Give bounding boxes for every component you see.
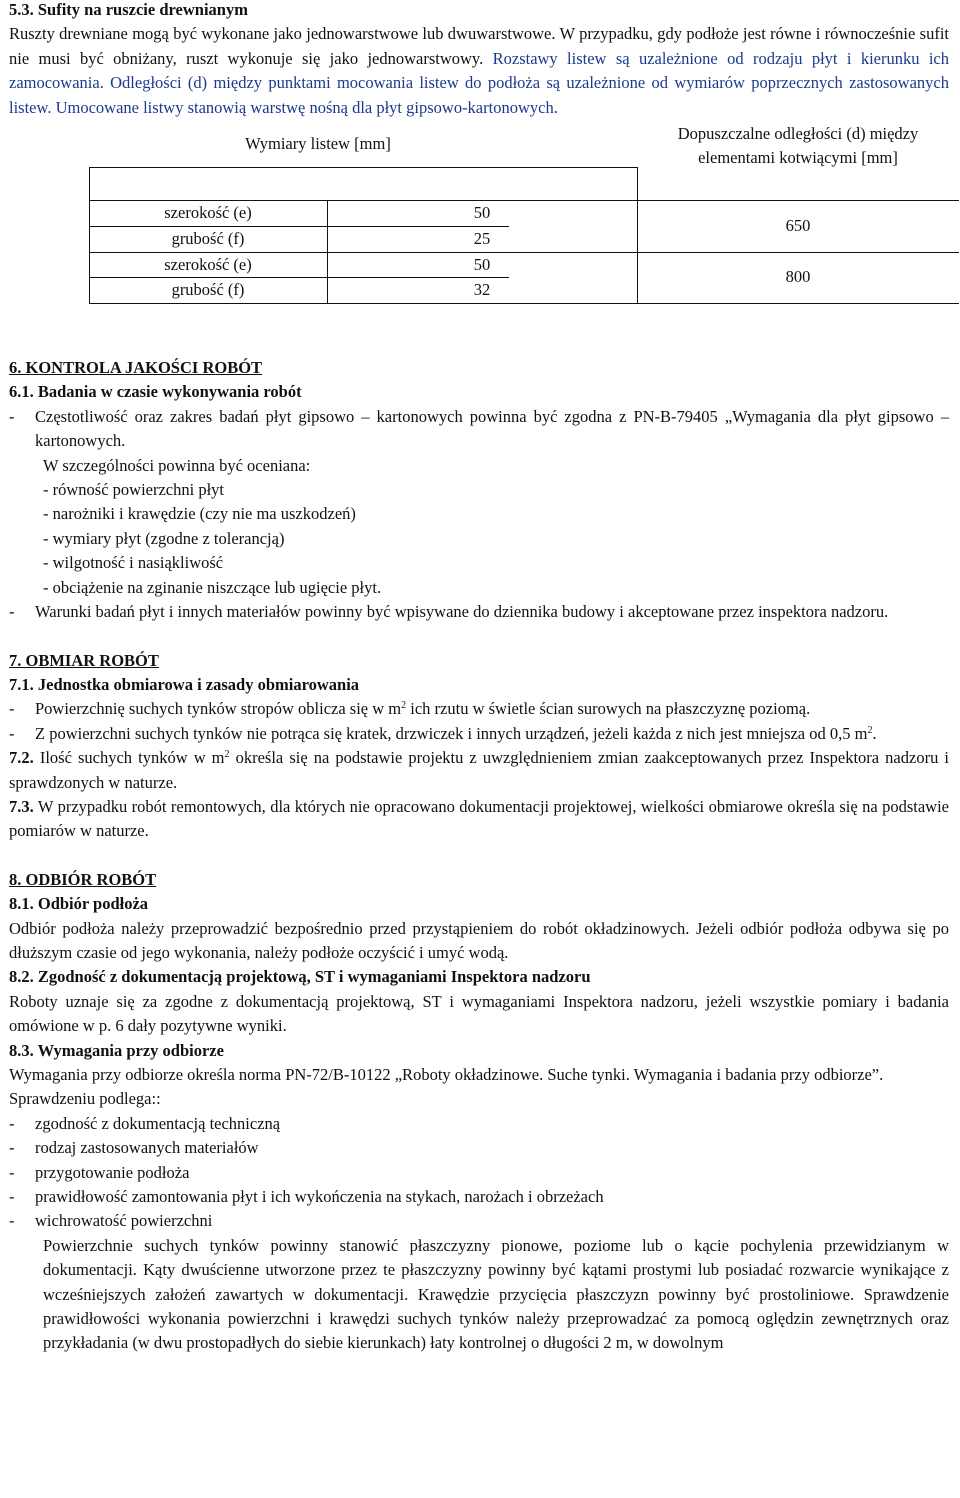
list-item: - wilgotność i nasiąkliwość [43,553,224,573]
section-7-2-paragraph [9,746,949,795]
list-item [9,405,949,454]
paragraph-text-blue: Rozstawy listew są uzależnione od rodzaju płyt i kierunku ich zamocowania. Odległości (d) między punktami mocowania listew do podłoża są uzależnione od wymiarów poprzecznych zastosowanych listew. Umocowane listwy stanowią warstwę nośną dla płyt gipsowo-kartonowych. [9,48,949,117]
superscript: 2 [867,724,873,736]
dash-marker: - [9,1187,15,1207]
section-5-3-paragraph [9,22,949,120]
list-item-text [35,722,949,746]
row-value: 25 [473,229,491,249]
dash-marker: - [9,406,15,426]
section-6-1-title: 6.1. Badania w czasie wykonywania robót [9,382,302,402]
spacer [9,844,949,868]
text-part: Powierzchnię suchych tynków stropów oblicza się w m [35,699,402,719]
spacer [9,625,949,649]
text-part: ich rzutu w świetle ścian surowych na płaszczyznę poziomą. [406,699,811,719]
section-6-title: 6. KONTROLA JAKOŚCI ROBÓT [9,358,263,378]
superscript: 2 [224,749,230,761]
row-label: szerokość (e) [164,255,252,275]
list-item [9,722,949,746]
superscript: 2 [401,700,407,712]
section-8-1-text: Odbiór podłoża należy przeprowadzić bezpośrednio przed przystąpieniem do robót okładzinowych. Jeżeli odbiór podłoża odbywa się po dłuższym czasie od jego wykonania, należy podłoże oczyścić i umyć wodą. [9,918,949,962]
section-7-2-label: 7.2. [9,748,34,768]
list-item-text: Warunki badań płyt i innych materiałów powinny być wpisywane do dziennika budowy i akceptowane przez inspektora nadzoru. [35,602,889,622]
table-line [89,167,638,168]
inspection-intro: W szczególności powinna być oceniana: [43,455,311,475]
text-part: Ilość suchych tynków w m [33,748,225,768]
section-8-1-title: 8.1. Odbiór podłoża [9,894,149,914]
spacer [9,300,949,356]
dash-marker: - [9,1211,15,1231]
section-5-3-title: 5.3. Sufity na ruszcie drewnianym [9,0,248,19]
checklist-intro: Sprawdzeniu podlega:: [9,1089,161,1109]
section-7-title: 7. OBMIAR ROBÓT [9,650,159,670]
row-value: 32 [473,280,491,300]
section-7-1-title: 7.1. Jednostka obmiarowa i zasady obmiarowania [9,674,360,694]
list-item [9,1185,949,1209]
list-item-text [35,697,949,721]
text-part: . [872,723,877,743]
row-label: szerokość (e) [164,203,252,223]
section-8-2-title: 8.2. Zgodność z dokumentacją projektową, ST i wymaganiami Inspektora nadzoru [9,967,591,987]
list-item-text: prawidłowość zamontowania płyt i ich wykończenia na stykach, narożach i obrzeżach [35,1187,604,1207]
paragraph-text-black: Ruszty drewniane mogą być wykonane jako jednowarstwowe lub dwuwarstwowe. W przypadku, gdy podłoże jest równe i równocześnie sufit nie musi być obniżany, ruszt wykonuje się jako jednowarstwowy. [9,24,949,68]
section-7-3-paragraph [9,795,949,844]
list-item-text: zgodność z dokumentacją techniczną [35,1113,281,1133]
list-item-text: przygotowanie podłoża [35,1162,190,1182]
row-label: grubość (f) [171,280,245,300]
list-item [9,1136,949,1160]
text-part: W przypadku robót remontowych, dla których nie opracowano dokumentacji projektowej, wielkości obmiarowe określa się na podstawie pomiarów w naturze. [9,796,949,841]
row-label: grubość (f) [171,229,245,249]
dash-marker: - [9,1138,15,1158]
list-item: - obciążenie na zginanie niszczące lub ugięcie płyt. [43,577,382,597]
text-part: Z powierzchni suchych tynków nie potrąca się kratek, drzwiczek i innych urządzeń, jeżeli każda z nich jest mniejsza od 0,5 m [35,723,868,743]
text-part: określa się na podstawie projektu z uwzględnieniem zmian zaakceptowanych przez Inspektora nadzoru i sprawdzonych w naturze. [9,748,949,792]
list-item [9,1209,949,1233]
list-item [9,600,949,624]
table-header-distances [637,122,959,170]
list-item: - narożniki i krawędzie (czy nie ma uszkodzeń) [43,504,356,524]
document-page [9,0,949,1356]
row-value: 50 [473,255,491,275]
closing-paragraph: Powierzchnie suchych tynków powinny stanowić płaszczyzny pionowe, poziome lub o kącie pochylenia przewidzianym w dokumentacji. Kąty dwuścienne utworzone przez te płaszczyzny powinny być kątami prostymi lub posiadać rozwarcie wynikające z wcześniejszych założeń zawartych w dokumentacji. Krawędzie przycięcia płaszczyzn powinny być prostoliniowe. Sprawdzenie prawidłowości wykonania powierzchni i krawędzi suchych tynków należy przeprowadzać za pomocą oględzin zewnętrznych oraz przykładania (w dwu prostopadłych do siebie kierunkach) łaty kontrolnej o długości 2 m, w dowolnym [43,1235,949,1353]
table-header-distances-line1: Dopuszczalne odległości (d) między [677,124,919,144]
list-item-text: Częstotliwość oraz zakres badań płyt gipsowo – kartonowych powinna być zgodna z PN-B-79405 „Wymagania dla płyt gipsowo – kartonowych. [35,406,949,451]
row-value: 50 [473,203,491,223]
section-7-3-label: 7.3. [9,796,34,816]
section-8-3-text: Wymagania przy odbiorze określa norma PN-72/B-10122 „Roboty okładzinowe. Suche tynki. Wymagania i badania przy odbiorze”. [9,1065,884,1084]
section-8-2-text: Roboty uznaje się za zgodne z dokumentacją projektową, ST i wymaganiami Inspektora nadzoru, jeżeli wszystkie pomiary i badania omówione w p. 6 dały pozytywne wyniki. [9,991,949,1036]
lath-dimensions-table [9,122,949,300]
section-8-title: 8. ODBIÓR ROBÓT [9,869,157,889]
table-header-dimensions: Wymiary listew [mm] [245,134,391,154]
distance-value: 650 [785,216,811,236]
list-item [9,1161,949,1185]
dash-marker: - [9,723,15,743]
list-item [9,697,949,721]
dash-marker: - [9,1162,15,1182]
table-header-distances-line2: elementami kotwiącymi [mm] [698,148,898,168]
list-item-text: wichrowatość powierzchni [35,1211,213,1231]
dash-marker: - [9,1113,15,1133]
list-item: - wymiary płyt (zgodne z tolerancją) [43,528,285,548]
dash-marker: - [9,699,15,719]
list-item-text: rodzaj zastosowanych materiałów [35,1138,259,1158]
list-item: - równość powierzchni płyt [43,480,224,500]
list-item [9,1112,949,1136]
section-8-3-title: 8.3. Wymagania przy odbiorze [9,1040,224,1060]
dash-marker: - [9,602,15,622]
distance-value: 800 [785,267,811,287]
